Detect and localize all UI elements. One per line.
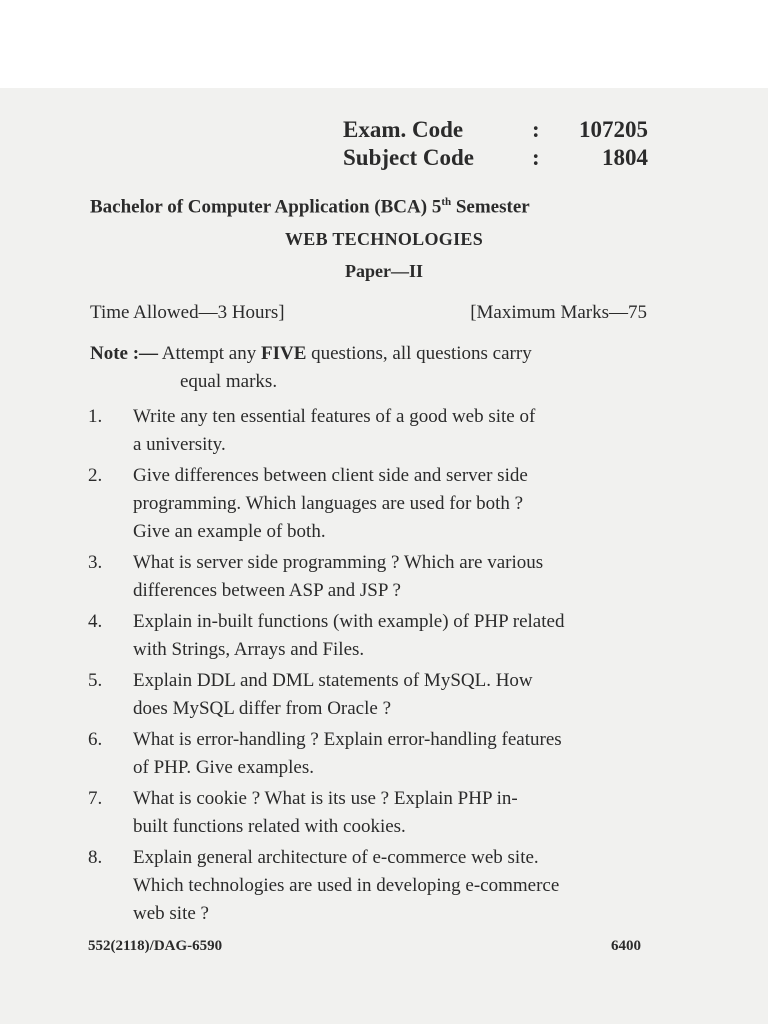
question-line: Write any ten essential features of a good web site of [133,406,536,427]
question-number: 2. [88,465,103,486]
exam-code-value: 107205 [579,117,648,142]
question-text [133,608,650,664]
question-item [88,549,650,605]
exam-code-row [343,116,648,144]
question-item [88,608,650,664]
question-line: What is cookie ? What is its use ? Explain PHP in- [133,788,518,809]
footer-copies: 6400 [611,938,641,954]
question-number: 7. [88,788,103,809]
degree-heading [90,196,648,218]
subject-code-row [343,144,648,172]
note-text-after: questions, all questions carry [306,343,532,364]
note-line-1 [90,340,650,368]
question-text [133,667,650,723]
exam-code-colon: : [532,117,540,142]
question-number: 3. [88,552,103,573]
question-line: with Strings, Arrays and Files. [133,639,365,660]
question-number: 1. [88,406,103,427]
question-text [133,726,650,782]
instructions-note [90,340,650,396]
question-text [133,785,650,841]
note-label: Note :— [90,343,159,364]
maximum-marks: [Maximum Marks—75 [470,302,647,323]
question-line: Give differences between client side and server side [133,465,528,486]
question-number: 4. [88,611,103,632]
subject-code-value: 1804 [602,145,648,170]
question-line: Which technologies are used in developing e-commerce [133,875,560,896]
question-line: does MySQL differ from Oracle ? [133,698,392,719]
degree-text: Bachelor of Computer Application (BCA) 5 [90,196,442,218]
question-text [133,844,650,928]
question-number: 8. [88,847,103,868]
question-text [133,403,650,459]
question-line: web site ? [133,903,209,924]
question-line: built functions related with cookies. [133,816,406,837]
question-line: Explain general architecture of e-commerce web site. [133,847,539,868]
note-emphasis: FIVE [260,343,307,364]
page-footer [88,938,641,955]
footer-paper-code: 552(2118)/DAG-6590 [88,938,223,954]
question-line: programming. Which languages are used for both ? [133,493,524,514]
degree-superscript: th [441,196,452,208]
question-line: differences between ASP and JSP ? [133,580,401,601]
question-item [88,462,650,546]
question-line: of PHP. Give examples. [133,757,315,778]
paper-number: Paper—II [345,261,423,281]
time-allowed: Time Allowed—3 Hours] [90,302,285,323]
question-text [133,549,650,605]
questions-list [88,403,650,931]
question-line: Explain DDL and DML statements of MySQL. How [133,670,533,691]
exam-code-label: Exam. Code [343,117,464,142]
question-number: 5. [88,670,103,691]
question-line: Give an example of both. [133,521,326,542]
note-line-2: equal marks. [180,371,278,392]
question-number: 6. [88,729,103,750]
subject-code-label: Subject Code [343,145,474,170]
course-title: WEB TECHNOLOGIES [284,229,484,249]
subject-code-colon: : [532,145,540,170]
question-line: What is server side programming ? Which are various [133,552,544,573]
question-line: a university. [133,434,226,455]
question-item [88,667,650,723]
time-marks-row [90,302,647,324]
note-text-before: Attempt any [158,343,261,364]
question-line: What is error-handling ? Explain error-handling features [133,729,562,750]
question-item [88,403,650,459]
degree-semester: Semester [451,196,530,218]
question-text [133,462,650,546]
question-line: Explain in-built functions (with example) of PHP related [133,611,565,632]
question-item [88,785,650,841]
exam-codes-block [343,116,648,172]
question-item [88,726,650,782]
question-item [88,844,650,928]
